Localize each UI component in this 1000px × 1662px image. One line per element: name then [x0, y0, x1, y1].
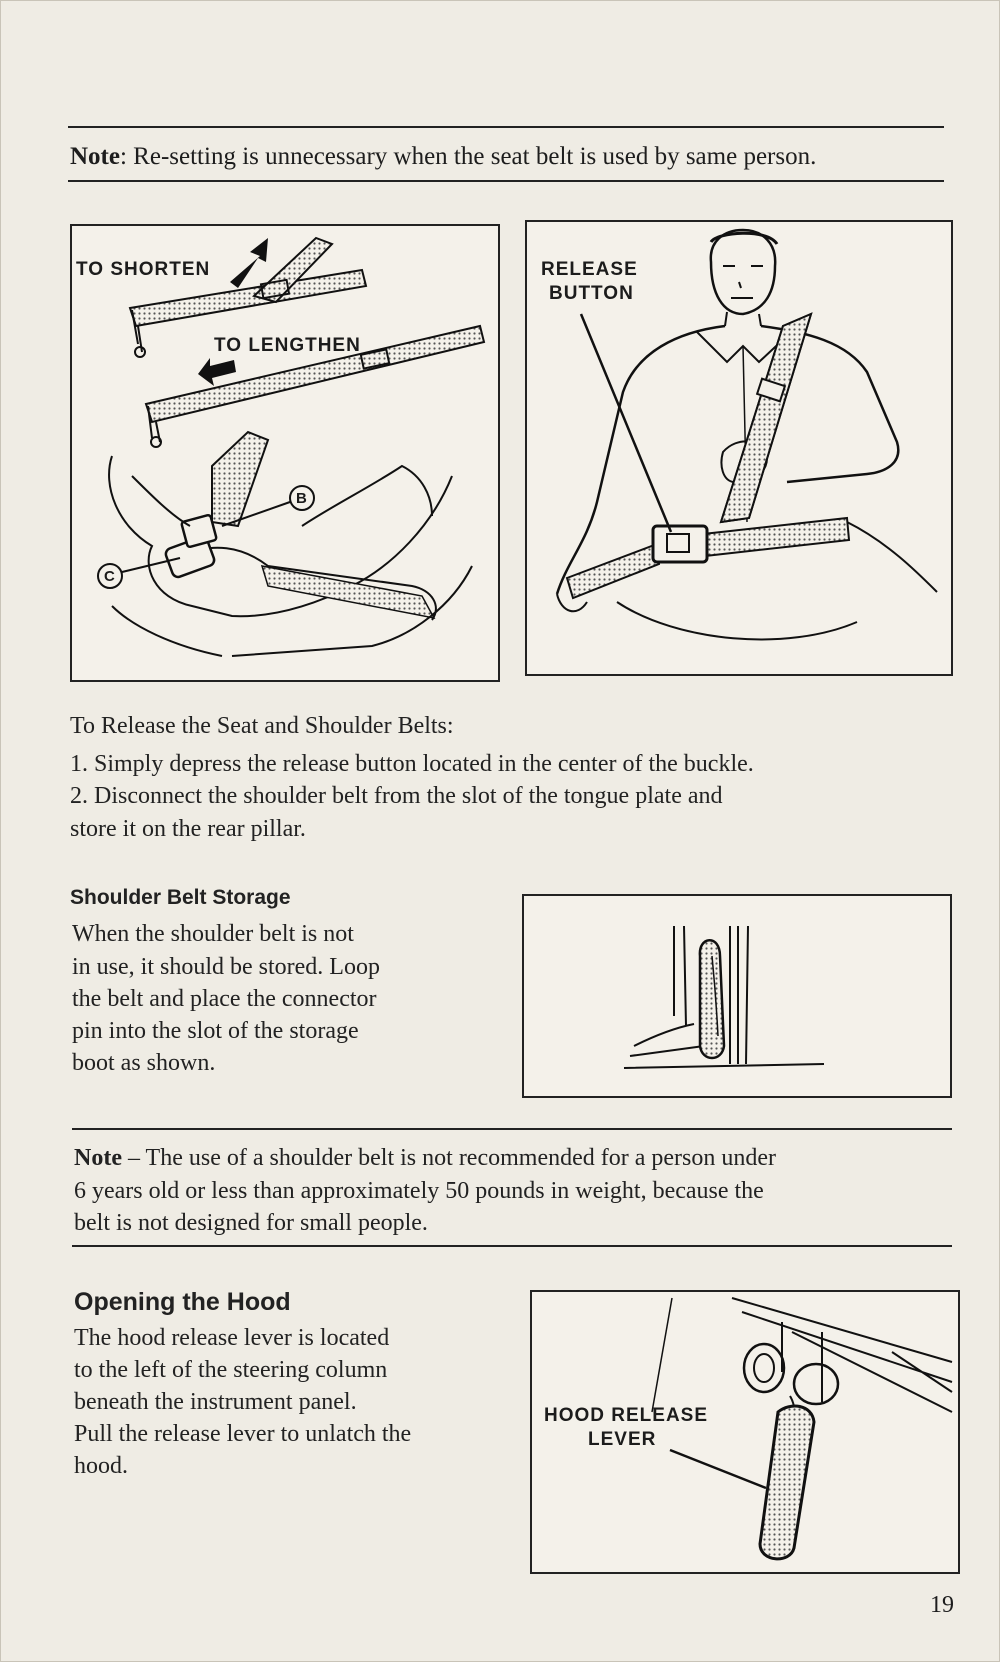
storage-line-3: the belt and place the connector [72, 986, 377, 1012]
callout-c-label: C [104, 568, 115, 585]
note-reset-text: : Re-setting is unnecessary when the seat belt is used by same person. [119, 143, 817, 170]
note-reset [70, 143, 950, 171]
note-child-text-1: – The use of a shoulder belt is not recommended for a person under [121, 1145, 777, 1171]
to-shorten-label: TO SHORTEN [76, 259, 211, 280]
storage-line-1: When the shoulder belt is not [72, 921, 354, 947]
release-label-line2: BUTTON [549, 283, 634, 304]
top-rule-1 [68, 126, 944, 128]
figure-hood-release [530, 1290, 960, 1574]
hood-heading: Opening the Hood [74, 1288, 291, 1316]
hood-line-5: hood. [74, 1453, 128, 1479]
hood-label-line1: HOOD RELEASE [544, 1405, 709, 1426]
lengthen-arrow-icon [198, 358, 236, 386]
buckle [653, 526, 707, 562]
note-child-rule-top [72, 1128, 952, 1130]
release-title: To Release the Seat and Shoulder Belts: [70, 713, 454, 739]
note-child-rule-bottom [72, 1245, 952, 1247]
to-lengthen-label: TO LENGTHEN [214, 335, 361, 356]
hood-lever [760, 1406, 814, 1559]
note-child-label: Note [74, 1145, 122, 1171]
page-number: 19 [930, 1592, 954, 1618]
note-reset-label: Note [70, 143, 120, 170]
hood-line-3: beneath the instrument panel. [74, 1389, 357, 1415]
hood-line-4: Pull the release lever to unlatch the [74, 1421, 412, 1447]
note-child-line-1 [74, 1142, 776, 1174]
release-step-2-cont: store it on the rear pillar. [70, 816, 306, 842]
release-step-2: 2. Disconnect the shoulder belt from the slot of the tongue plate and [70, 783, 723, 809]
release-label-line1: RELEASE [541, 259, 638, 280]
storage-boot-illustration [524, 896, 950, 1096]
shorten-arrow-icon [230, 238, 268, 288]
storage-line-4: pin into the slot of the storage [72, 1018, 359, 1044]
hood-line-1: The hood release lever is located [74, 1325, 390, 1351]
callout-b-label: B [296, 490, 307, 507]
figure-belt-adjust [70, 224, 500, 682]
figure-storage-boot [522, 894, 952, 1098]
release-step-1: 1. Simply depress the release button located in the center of the buckle. [70, 751, 754, 777]
top-rule-2 [68, 180, 944, 182]
note-child-line-3: belt is not designed for small people. [74, 1210, 428, 1236]
hood-label-line2: LEVER [588, 1429, 657, 1450]
storage-line-5: boot as shown. [72, 1050, 216, 1076]
storage-heading: Shoulder Belt Storage [70, 886, 291, 909]
note-child-line-2: 6 years old or less than approximately 50 pounds in weight, because the [74, 1178, 764, 1204]
storage-line-2: in use, it should be stored. Loop [72, 954, 380, 980]
figure-release-button [525, 220, 953, 676]
belt-adjust-illustration [72, 226, 498, 680]
hood-line-2: to the left of the steering column [74, 1357, 388, 1383]
